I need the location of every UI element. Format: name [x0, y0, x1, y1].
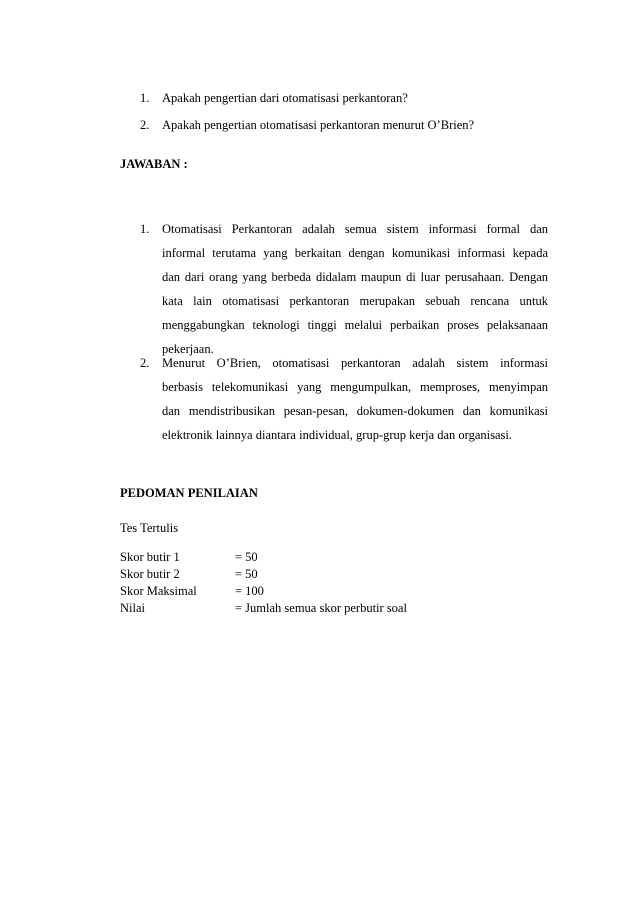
question-number: 1. [140, 91, 150, 105]
answer-number: 2. [140, 356, 150, 370]
answer-line: informal terutama yang berkaitan dengan komunikasi informasi kepada [162, 246, 548, 260]
question-text: Apakah pengertian otomatisasi perkantoran menurut O’Brien? [162, 118, 475, 132]
grading-label: Skor butir 2 [120, 567, 180, 581]
grading-subheading: Tes Tertulis [120, 521, 179, 535]
grading-heading: PEDOMAN PENILAIAN [120, 486, 258, 500]
question-text: Apakah pengertian dari otomatisasi perkantoran? [162, 91, 408, 105]
answer-line: pekerjaan. [162, 342, 214, 356]
grading-label: Skor butir 1 [120, 550, 180, 564]
answer-line: Otomatisasi Perkantoran adalah semua sistem informasi formal dan [162, 222, 548, 236]
question-number: 2. [140, 118, 150, 132]
answer-heading: JAWABAN : [120, 157, 188, 171]
grading-label: Skor Maksimal [120, 584, 197, 598]
grading-label: Nilai [120, 601, 145, 615]
answer-line: dan mendistribusikan pesan-pesan, dokumen-dokumen dan komunikasi [162, 404, 548, 418]
grading-value: = Jumlah semua skor perbutir soal [235, 601, 407, 615]
answer-line: berbasis telekomunikasi yang mengumpulkan, memproses, menyimpan [162, 380, 548, 394]
answer-number: 1. [140, 222, 150, 236]
grading-value: = 50 [235, 550, 258, 564]
answer-line: menggabungkan teknologi tinggi melalui perbaikan proses pelaksanaan [162, 318, 548, 332]
answer-line: Menurut O’Brien, otomatisasi perkantoran adalah sistem informasi [162, 356, 548, 370]
answer-line: dan dari orang yang berbeda didalam maupun di luar perusahaan. Dengan [162, 270, 548, 284]
grading-value: = 100 [235, 584, 264, 598]
grading-value: = 50 [235, 567, 258, 581]
answer-line: kata lain otomatisasi perkantoran merupakan sebuah rencana untuk [162, 294, 548, 308]
answer-line: elektronik lainnya diantara individual, grup-grup kerja dan organisasi. [162, 428, 513, 442]
